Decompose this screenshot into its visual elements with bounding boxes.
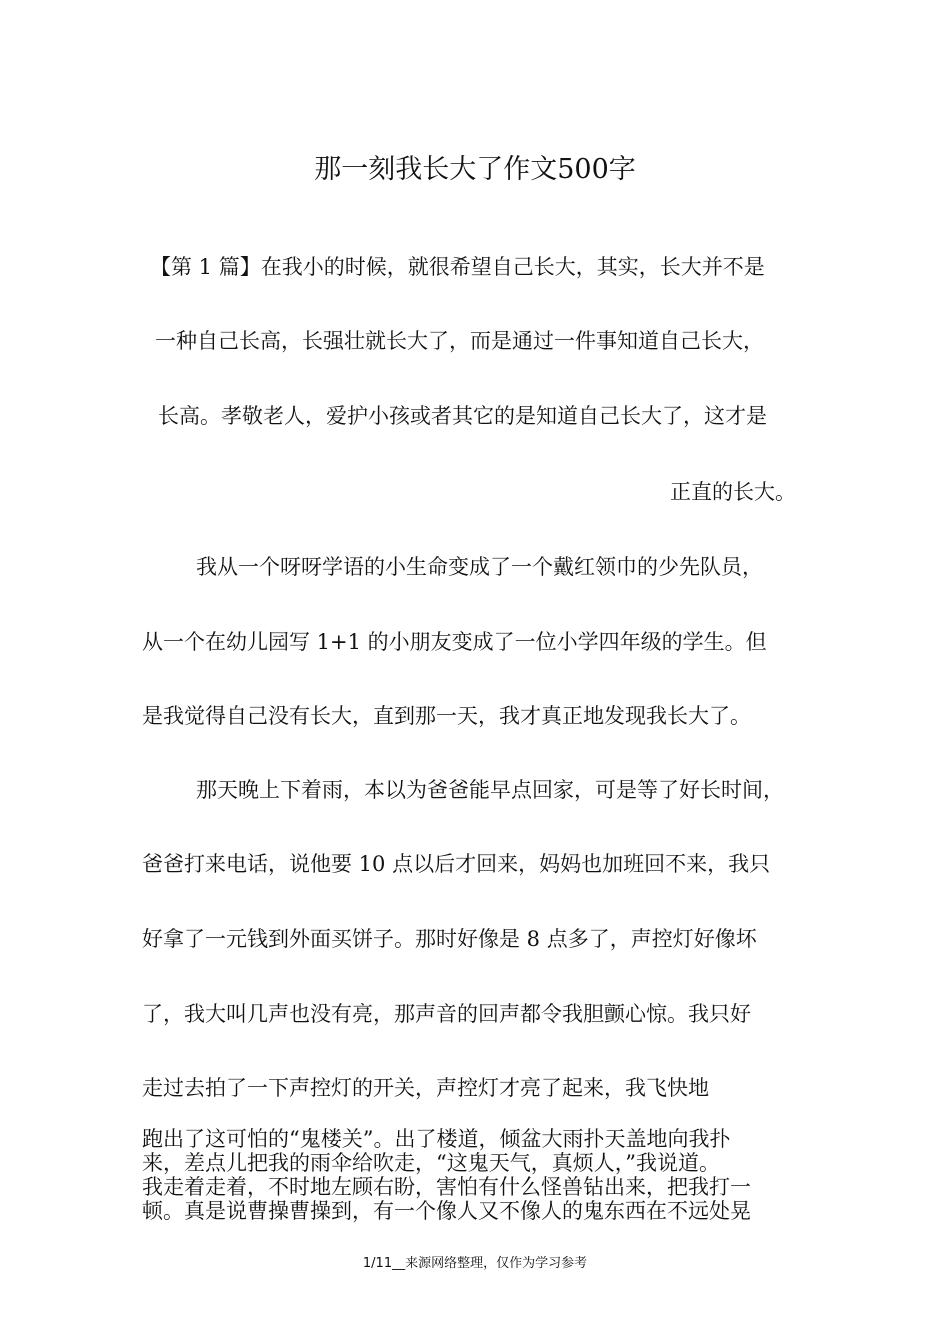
paragraph-line: 了，我大叫几声也没有亮，那声音的回声都令我胆颤心惊。我只好 (142, 1002, 751, 1026)
paragraph-line: 正直的长大。 (670, 480, 796, 504)
paragraph-line: 那天晚上下着雨，本以为爸爸能早点回家，可是等了好长时间， (196, 778, 784, 802)
paragraph-line: 长高。孝敬老人，爱护小孩或者其它的是知道自己长大了，这才是 (158, 404, 767, 428)
paragraph-line: 好拿了一元钱到外面买饼子。那时好像是 8 点多了，声控灯好像坏 (142, 927, 757, 951)
page-footer: 1/11__来源网络整理，仅作为学习参考 (362, 1256, 588, 1271)
paragraph-line: 爸爸打来电话，说他要 10 点以后才回来，妈妈也加班回不来，我只 (142, 852, 771, 876)
paragraph-line: 跑出了这可怕的“鬼楼关”。出了楼道，倾盆大雨扑天盖地向我扑 (142, 1127, 731, 1151)
paragraph-line: 走过去拍了一下声控灯的开关，声控灯才亮了起来，我飞快地 (142, 1076, 709, 1100)
paragraph-line: 从一个在幼儿园写 1+1 的小朋友变成了一位小学四年级的学生。但 (142, 630, 767, 654)
document-title: 那一刻我长大了作文500字 (314, 154, 636, 185)
paragraph-line: 一种自己长高，长强壮就长大了，而是通过一件事知道自己长大， (155, 329, 764, 353)
paragraph-line: 【第 1 篇】在我小的时候，就很希望自己长大，其实，长大并不是 (150, 255, 765, 279)
paragraph-line: 我从一个呀呀学语的小生命变成了一个戴红领巾的少先队员， (196, 555, 763, 579)
paragraph-line: 来，差点儿把我的雨伞给吹走，“这鬼天气，真烦人，”我说道。 (142, 1151, 720, 1175)
dense-paragraph (142, 1127, 751, 1223)
paragraph-line: 我走着走着，不时地左顾右盼，害怕有什么怪兽钻出来，把我打一 (142, 1175, 751, 1199)
paragraph-line: 顿。真是说曹操曹操到，有一个像人又不像人的鬼东西在不远处晃 (142, 1199, 751, 1223)
paragraph-line: 是我觉得自己没有长大，直到那一天，我才真正地发现我长大了。 (142, 704, 751, 728)
